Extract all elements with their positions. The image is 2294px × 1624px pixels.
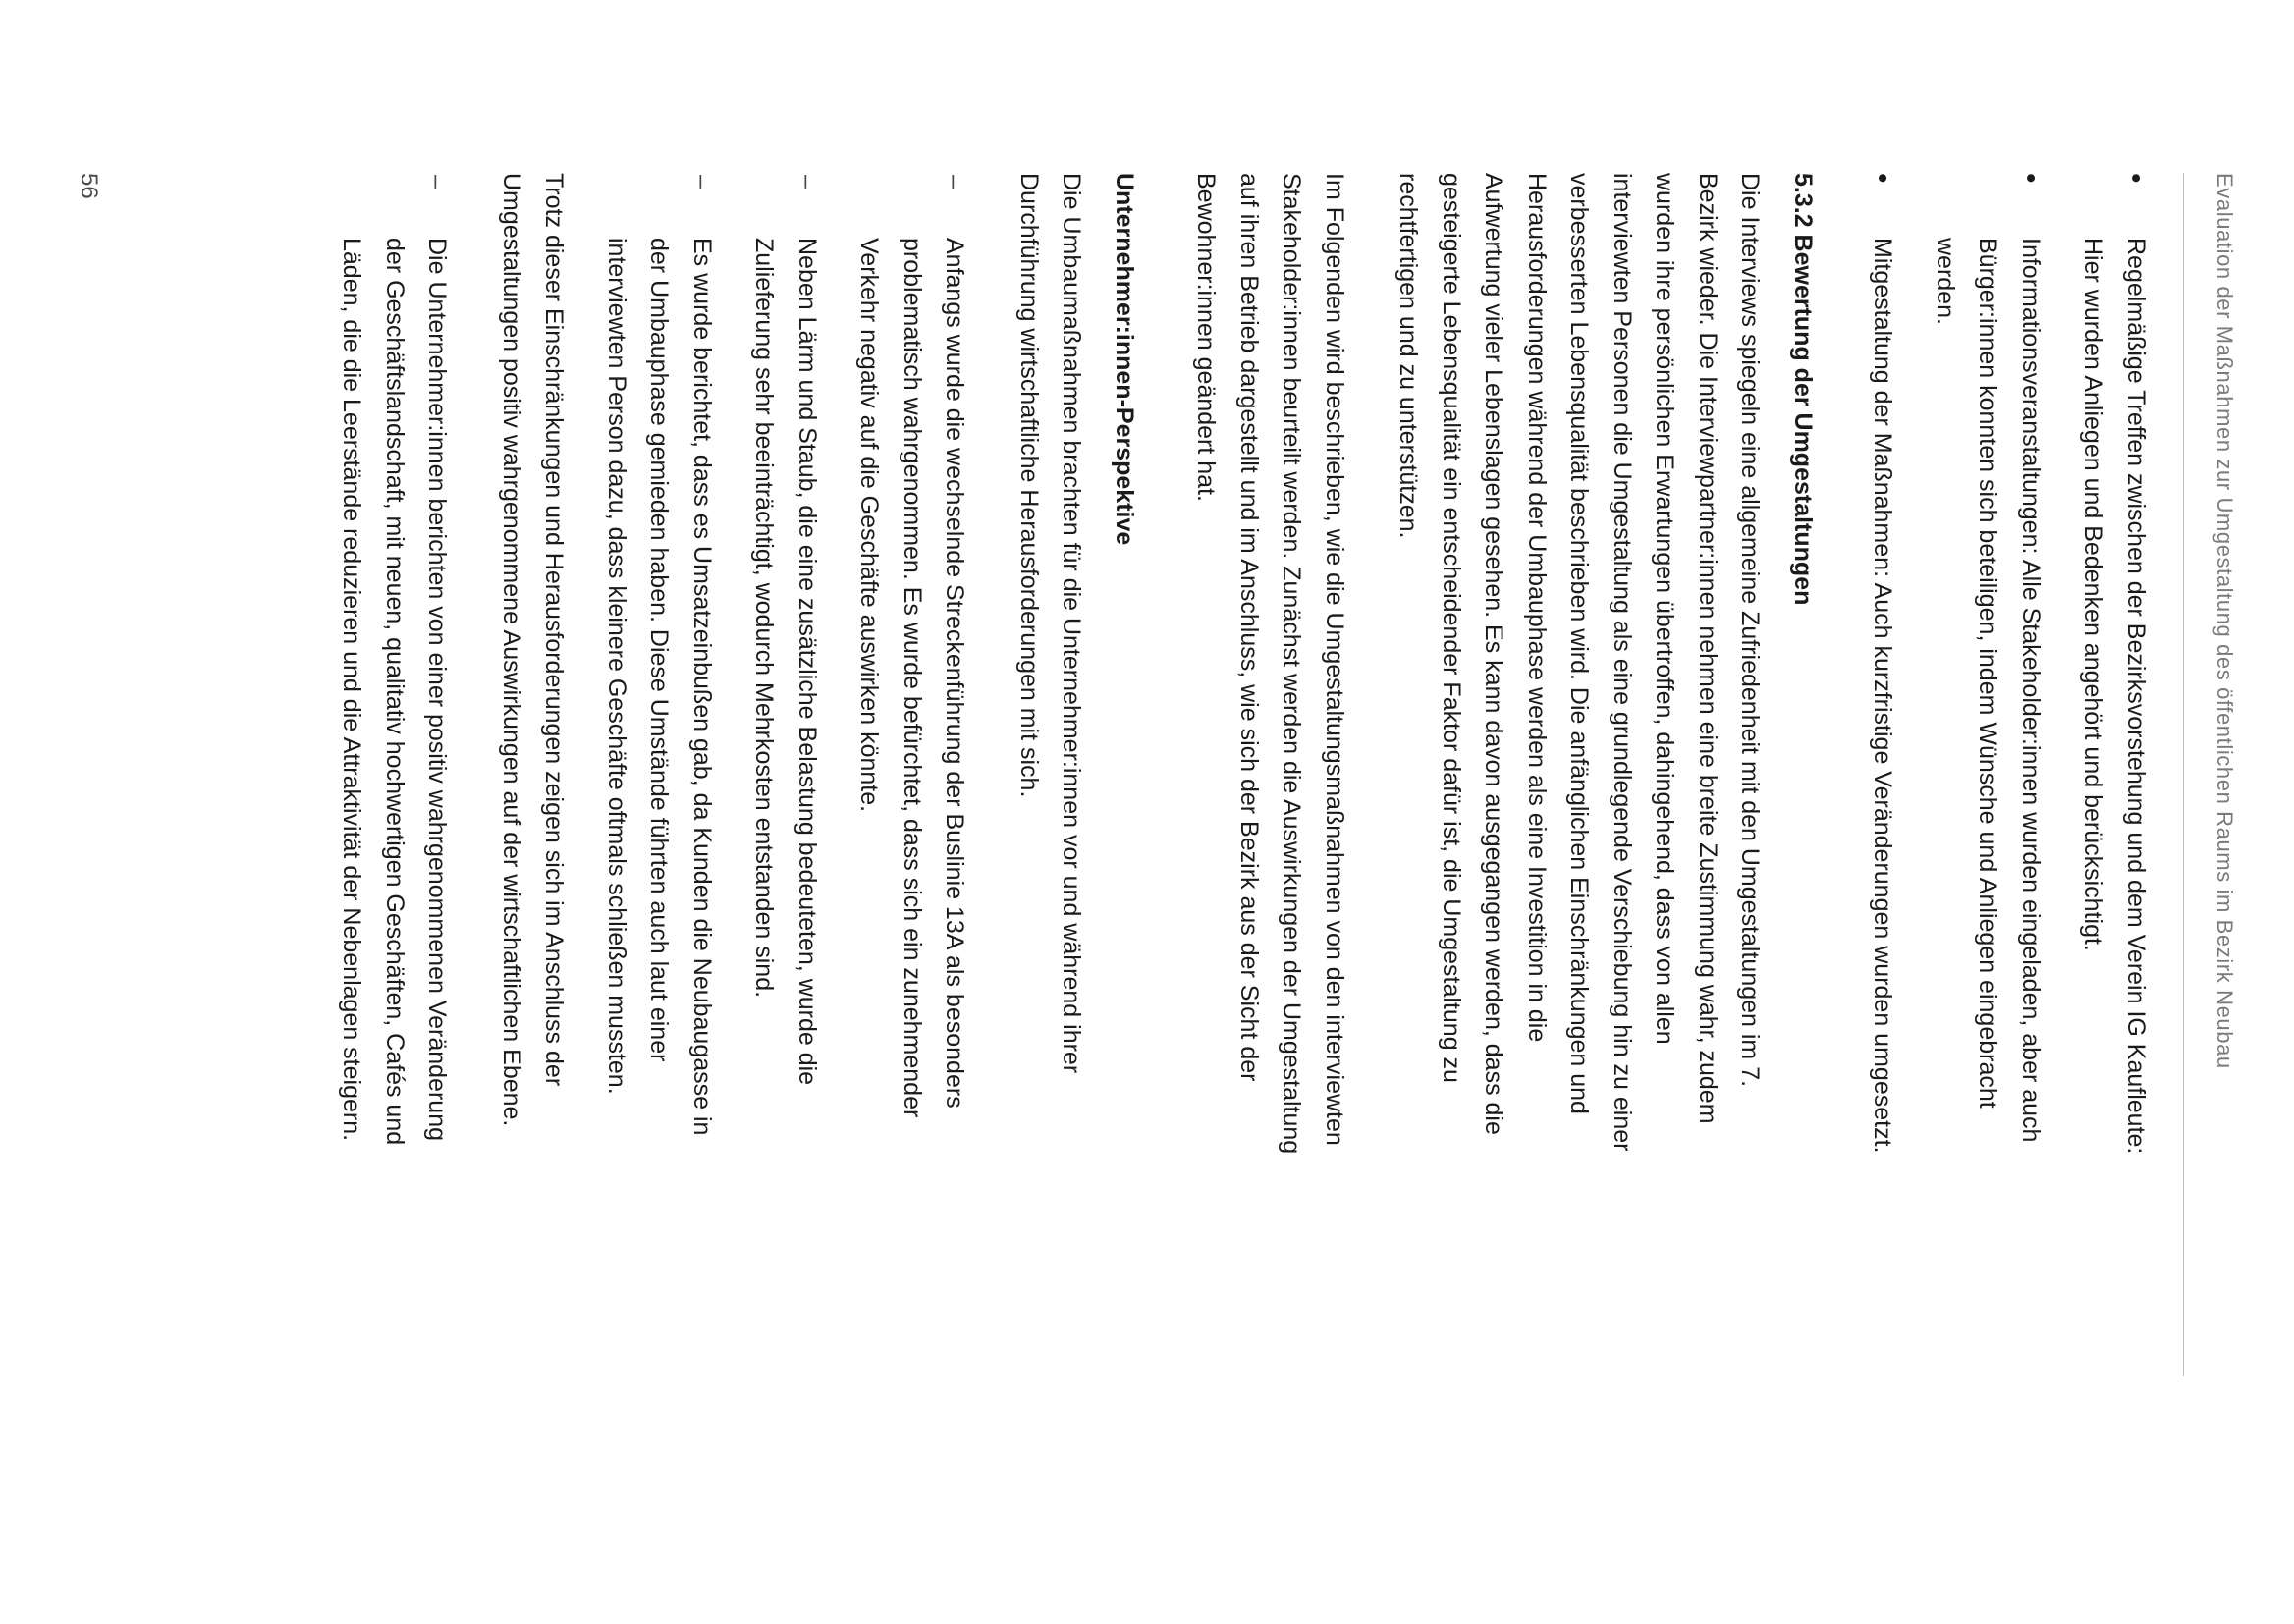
- list-item-text: Mitgestaltung der Maßnahmen: Auch kurzfristige Veränderungen wurden umgesetzt.: [1869, 238, 1897, 1154]
- bullet-icon: •: [1866, 173, 1899, 184]
- dash-icon: –: [688, 175, 716, 189]
- list-item: [1861, 173, 1904, 1155]
- list-item: [742, 173, 828, 1155]
- section-heading: 5.3.2 Bewertung der Umgestaltungen: [1789, 173, 1817, 606]
- list-item: [847, 173, 976, 1155]
- running-header: Evaluation der Maßnahmen zur Umgestaltung des öffentlichen Raums im Bezirk Neubau: [2212, 173, 2237, 1069]
- page-content: [310, 173, 2157, 1155]
- list-item-text: Informationsveranstaltungen: Alle Stakeholder:innen wurden eingeladen, aber auch Bürger:innen konnten sich beteiligen, indem Wünsche und Anliegen eingebracht werden.: [1932, 238, 2045, 1143]
- header-divider: [2183, 173, 2184, 1376]
- list-item: [2071, 173, 2157, 1155]
- page-number: 56: [76, 173, 102, 199]
- subsection-heading: Unternehmer:innen-Perspektive: [1111, 173, 1138, 546]
- list-item-text: Anfangs wurde die wechselnde Streckenführung der Buslinie 13A als besonders problematisch wahrgenommen. Es wurde befürchtet, dass sich ein zunehmender Verkehr negativ auf die Geschäfte auswirken könnte.: [855, 238, 969, 1118]
- paragraph: Die Interviews spiegeln eine allgemeine Zufriedenheit mit den Umgestaltungen im 7. Bezirk wieder. Die Interviewpartner:innen nehmen eine breite Zustimmung wahr, zudem wurden ihre persönlichen Erwartungen übertroffen, dahingehend, dass von allen interviewten Personen die Umgestaltung als eine grundlegende Verschiebung hin zu einer verbesserten Lebensqualität beschrieben wird. Die anfänglichen Einschränkungen und Herausforderungen während der Umbauphase werden als eine Investition in die Aufwertung vieler Lebenslagen gesehen. Es kann davon ausgegangen werden, dass die gesteigerte Lebensqualität ein entscheidender Faktor dafür ist, die Umgestaltung zu rechtfertigen und zu unterstützen.: [1394, 173, 1765, 1152]
- dash-icon: –: [941, 175, 969, 189]
- dash-icon: –: [423, 175, 452, 189]
- paragraph: Die Umbaumaßnahmen brachten für die Unternehmer:innen vor und während ihrer Durchführung wirtschaftliche Herausforderungen mit sich.: [1015, 173, 1086, 1074]
- list-item: [595, 173, 724, 1155]
- list-item-text: Es wurde berichtet, dass es Umsatzeinbußen gab, da Kunden die Neubaugasse in der Umbauphase gemieden haben. Diese Umstände führten auch laut einer interviewten Person dazu, dass kleinere Geschäfte oftmals schließen mussten.: [603, 238, 716, 1136]
- paragraph: Trotz dieser Einschränkungen und Herausforderungen zeigen sich im Anschluss der Umgestaltungen positiv wahrgenommene Auswirkungen auf der wirtschaftlichen Ebene.: [498, 173, 569, 1127]
- bullet-list: [1861, 173, 2157, 1155]
- list-item-text: Neben Lärm und Staub, die eine zusätzliche Belastung bedeuteten, wurde die Zulieferung sehr beeinträchtigt, wodurch Mehrkosten entstanden sind.: [750, 238, 821, 1086]
- dash-icon: –: [793, 175, 821, 189]
- list-item-text: Regelmäßige Treffen zwischen der Bezirksvorstehung und dem Verein IG Kaufleute: Hier wurden Anliegen und Bedenken angehört und berücksichtigt.: [2079, 238, 2150, 1155]
- dash-list: [330, 173, 459, 1155]
- dash-list: [595, 173, 976, 1155]
- bullet-icon: •: [2119, 173, 2152, 184]
- list-item: [1924, 173, 2052, 1155]
- list-item-text: Die Unternehmer:innen berichten von einer positiv wahrgenommenen Veränderung der Geschäftslandschaft, mit neuen, qualitativ hochwertigen Geschäften, Cafés und Läden, die die Leerstände reduzieren und die Attraktivität der Nebenlagen steigern.: [338, 238, 452, 1146]
- bullet-icon: •: [2014, 173, 2047, 184]
- paragraph: Im Folgenden wird beschrieben, wie die Umgestaltungsmaßnahmen von den interviewten Stakeholder:innen beurteilt werden. Zunächst werden die Auswirkungen der Umgestaltung auf ihren Betrieb dargestellt und im Anschluss, wie sich der Bezirk aus der Sicht der Bewohner:innen geändert hat.: [1192, 173, 1348, 1155]
- list-item: [330, 173, 459, 1155]
